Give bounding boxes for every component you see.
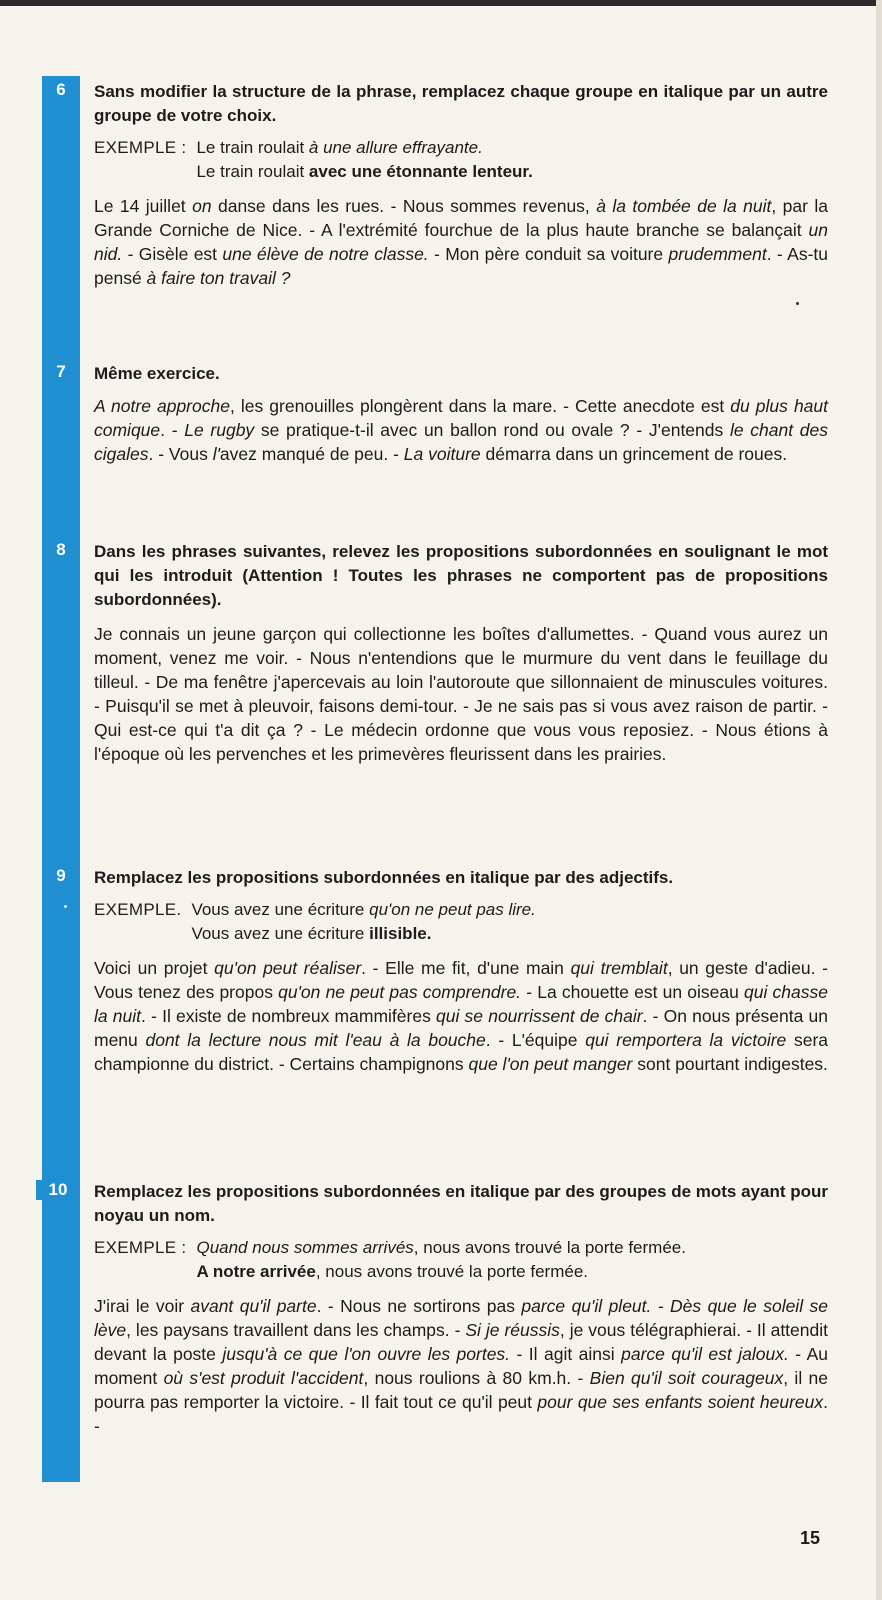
text-segment: , un geste d'adieu. - Vous tenez des propos bbox=[94, 958, 828, 1002]
exercise-example bbox=[94, 1236, 828, 1284]
text-segment: . - Elle me fit, d'une main bbox=[361, 958, 571, 978]
text-segment: . - As-tu pensé bbox=[94, 244, 828, 288]
italic-segment: qu'on ne peut pas comprendre. bbox=[278, 982, 522, 1002]
italic-segment: à faire ton travail ? bbox=[146, 268, 291, 288]
example-label: EXEMPLE : bbox=[94, 1238, 187, 1257]
italic-segment: Quand nous sommes arrivés bbox=[196, 1238, 414, 1257]
italic-segment: où s'est produit l'accident bbox=[163, 1368, 364, 1388]
text-segment: Le train roulait bbox=[196, 138, 309, 157]
text-segment: Je connais un jeune garçon qui collectionne les boîtes d'allumettes. - Quand vous aurez un moment, venez me voir. - Nous n'entendions que le murmure du vent dans le feuillage du tilleul. - De ma fenêtre j'apercevais au loin l'autoroute que sillonnaient de minuscules voitures. - Puisqu'il se met à pleuvoir, faisons demi-tour. - Je ne sais pas si vous avez raison de partir. - Qui est-ce qui t'a dit ça ? - Le médecin ordonne que vous vous reposiez. - Nous étions à l'époque où les pervenches et les primevères fleurissent dans les prairies. bbox=[94, 624, 828, 764]
example-label: EXEMPLE. bbox=[94, 900, 182, 919]
italic-segment: une élève de notre classe. bbox=[222, 244, 429, 264]
text-segment: . - Il existe de nombreux mammifères bbox=[141, 1006, 437, 1026]
text-segment: , je vous télégraphierai. - Il attendit devant la poste bbox=[94, 1320, 828, 1364]
text-segment: , les paysans travaillent dans les champs. - bbox=[126, 1320, 466, 1340]
italic-segment: prudemment bbox=[668, 244, 767, 264]
text-segment: - La chouette est un oiseau bbox=[521, 982, 745, 1002]
text-segment: - Gisèle est bbox=[122, 244, 223, 264]
italic-segment: pour que ses enfants soient heureux bbox=[537, 1392, 824, 1412]
italic-segment: on bbox=[192, 196, 212, 216]
italic-segment: avant qu'il parte bbox=[190, 1296, 317, 1316]
italic-segment: Le rugby bbox=[184, 420, 255, 440]
italic-segment: qui chasse la nuit bbox=[94, 982, 828, 1026]
text-segment: J'irai le voir bbox=[94, 1296, 191, 1316]
exercise-number-8: 8 bbox=[56, 540, 66, 559]
exercise-number-10: 10 bbox=[36, 1180, 80, 1200]
text-segment: sont pourtant indigestes. bbox=[632, 1054, 828, 1074]
text-segment: - Il agit ainsi bbox=[510, 1344, 622, 1364]
italic-segment: qui se nourrissent de chair bbox=[436, 1006, 643, 1026]
italic-segment: qu'on ne peut pas lire. bbox=[369, 900, 536, 919]
text-segment: sera championne du district. - Certains champignons bbox=[94, 1030, 829, 1074]
example-line bbox=[191, 898, 828, 922]
text-segment: , nous avons trouvé la porte fermée. bbox=[315, 1262, 588, 1281]
italic-segment: qui tremblait bbox=[570, 958, 668, 978]
text-segment: , les grenouilles plongèrent dans la mare. - Cette anecdote est bbox=[229, 396, 731, 416]
example-line bbox=[196, 1236, 828, 1260]
text-segment: . - L'équipe bbox=[485, 1030, 586, 1050]
italic-segment: parce qu'il est jaloux. bbox=[621, 1344, 789, 1364]
italic-segment: le chant des cigales bbox=[94, 420, 828, 464]
italic-segment: Si je réussis bbox=[465, 1320, 560, 1340]
italic-segment: jusqu'à ce que l'on ouvre les portes. bbox=[222, 1344, 511, 1364]
text-segment: Le train roulait bbox=[196, 162, 309, 181]
bold-segment: avec une étonnante lenteur. bbox=[308, 162, 533, 181]
example-lines bbox=[191, 898, 828, 946]
text-segment: avez manqué de peu. - bbox=[219, 444, 404, 464]
text-segment: - Au moment bbox=[94, 1344, 828, 1388]
exercise-text bbox=[94, 1294, 828, 1438]
example-lines bbox=[196, 1236, 828, 1284]
italic-segment: un nid. bbox=[94, 220, 828, 264]
exercise-number-7: 7 bbox=[56, 362, 66, 381]
text-segment: Vous avez une écriture bbox=[191, 900, 370, 919]
italic-segment: qu'on peut réaliser bbox=[214, 958, 362, 978]
exercise-text bbox=[94, 194, 828, 290]
text-segment: . - bbox=[94, 1392, 828, 1436]
exercise-margin-bar bbox=[42, 76, 80, 1482]
exercise-example bbox=[94, 136, 828, 184]
exercise-instruction: Dans les phrases suivantes, relevez les propositions subordonnées en soulignant le mot qui les introduit (Attention ! Toutes les phrases ne comportent pas de propositions subordonnées). bbox=[94, 542, 828, 609]
text-segment: , nous roulions à 80 km.h. - bbox=[363, 1368, 590, 1388]
text-segment: . - On nous présenta un menu bbox=[94, 1006, 829, 1050]
text-segment: danse dans les rues. - Nous sommes revenus, bbox=[211, 196, 597, 216]
italic-segment: dont la lecture nous mit l'eau à la bouche bbox=[145, 1030, 486, 1050]
page-number: 15 bbox=[800, 1528, 821, 1548]
italic-segment: à la tombée de la nuit bbox=[596, 196, 772, 216]
exercise-6 bbox=[94, 80, 828, 290]
italic-segment: à une allure effrayante. bbox=[308, 138, 483, 157]
italic-segment: qui remportera la victoire bbox=[585, 1030, 787, 1050]
example-line bbox=[196, 136, 828, 160]
exercise-text bbox=[94, 394, 828, 466]
italic-segment: du plus haut comique bbox=[94, 396, 829, 440]
italic-segment: que l'on peut manger bbox=[468, 1054, 633, 1074]
italic-segment: l' bbox=[212, 444, 220, 464]
exercise-number-9: 9 bbox=[56, 866, 66, 885]
example-line bbox=[191, 922, 828, 946]
italic-segment: La voiture bbox=[403, 444, 481, 464]
italic-segment: Bien qu'il soit courageux bbox=[589, 1368, 784, 1388]
exercise-9 bbox=[94, 866, 828, 1076]
page-edge-shadow bbox=[876, 0, 882, 1600]
text-segment: - Mon père conduit sa voiture bbox=[428, 244, 669, 264]
text-segment: se pratique-t-il avec un ballon rond ou ovale ? - J'entends bbox=[254, 420, 730, 440]
example-line bbox=[196, 1260, 828, 1284]
exercise-instruction: Remplacez les propositions subordonnées en italique par des adjectifs. bbox=[94, 868, 674, 887]
example-lines bbox=[196, 136, 828, 184]
text-segment: Le 14 juillet bbox=[94, 196, 193, 216]
example-label: EXEMPLE : bbox=[94, 138, 187, 157]
bold-segment: A notre arrivée bbox=[196, 1262, 316, 1281]
exercise-example bbox=[94, 898, 828, 946]
text-segment: , il ne pourra pas remporter la victoire. - Il fait tout ce qu'il peut bbox=[94, 1368, 829, 1412]
exercise-instruction: Sans modifier la structure de la phrase, remplacez chaque groupe en italique par un autre groupe de votre choix. bbox=[94, 82, 828, 125]
exercise-instruction: Remplacez les propositions subordonnées en italique par des groupes de mots ayant pour noyau un nom. bbox=[94, 1182, 828, 1225]
exercise-text bbox=[94, 622, 828, 766]
text-segment: Vous avez une écriture bbox=[191, 924, 370, 943]
text-segment: . - bbox=[160, 420, 185, 440]
print-speck bbox=[796, 302, 799, 305]
print-speck bbox=[64, 905, 67, 908]
exercise-instruction: Même exercice. bbox=[94, 364, 220, 383]
text-segment: . - Nous ne sortirons pas bbox=[316, 1296, 522, 1316]
italic-segment: parce qu'il pleut. - Dès que le soleil se lève bbox=[94, 1296, 828, 1340]
page-top-edge bbox=[0, 0, 882, 6]
italic-segment: A notre approche bbox=[94, 396, 230, 416]
example-line bbox=[196, 160, 828, 184]
exercise-8 bbox=[94, 540, 828, 766]
exercise-text bbox=[94, 956, 828, 1076]
text-segment: , par la Grande Corniche de Nice. - A l'extrémité fourchue de la plus haute branche se balançait bbox=[94, 196, 828, 240]
text-segment: . - Vous bbox=[148, 444, 213, 464]
text-segment: , nous avons trouvé la porte fermée. bbox=[413, 1238, 686, 1257]
text-segment: démarra dans un grincement de roues. bbox=[480, 444, 788, 464]
bold-segment: illisible. bbox=[369, 924, 432, 943]
exercise-7 bbox=[94, 362, 828, 466]
exercise-10 bbox=[94, 1180, 828, 1438]
exercise-number-6: 6 bbox=[56, 80, 66, 99]
text-segment: Voici un projet bbox=[94, 958, 215, 978]
